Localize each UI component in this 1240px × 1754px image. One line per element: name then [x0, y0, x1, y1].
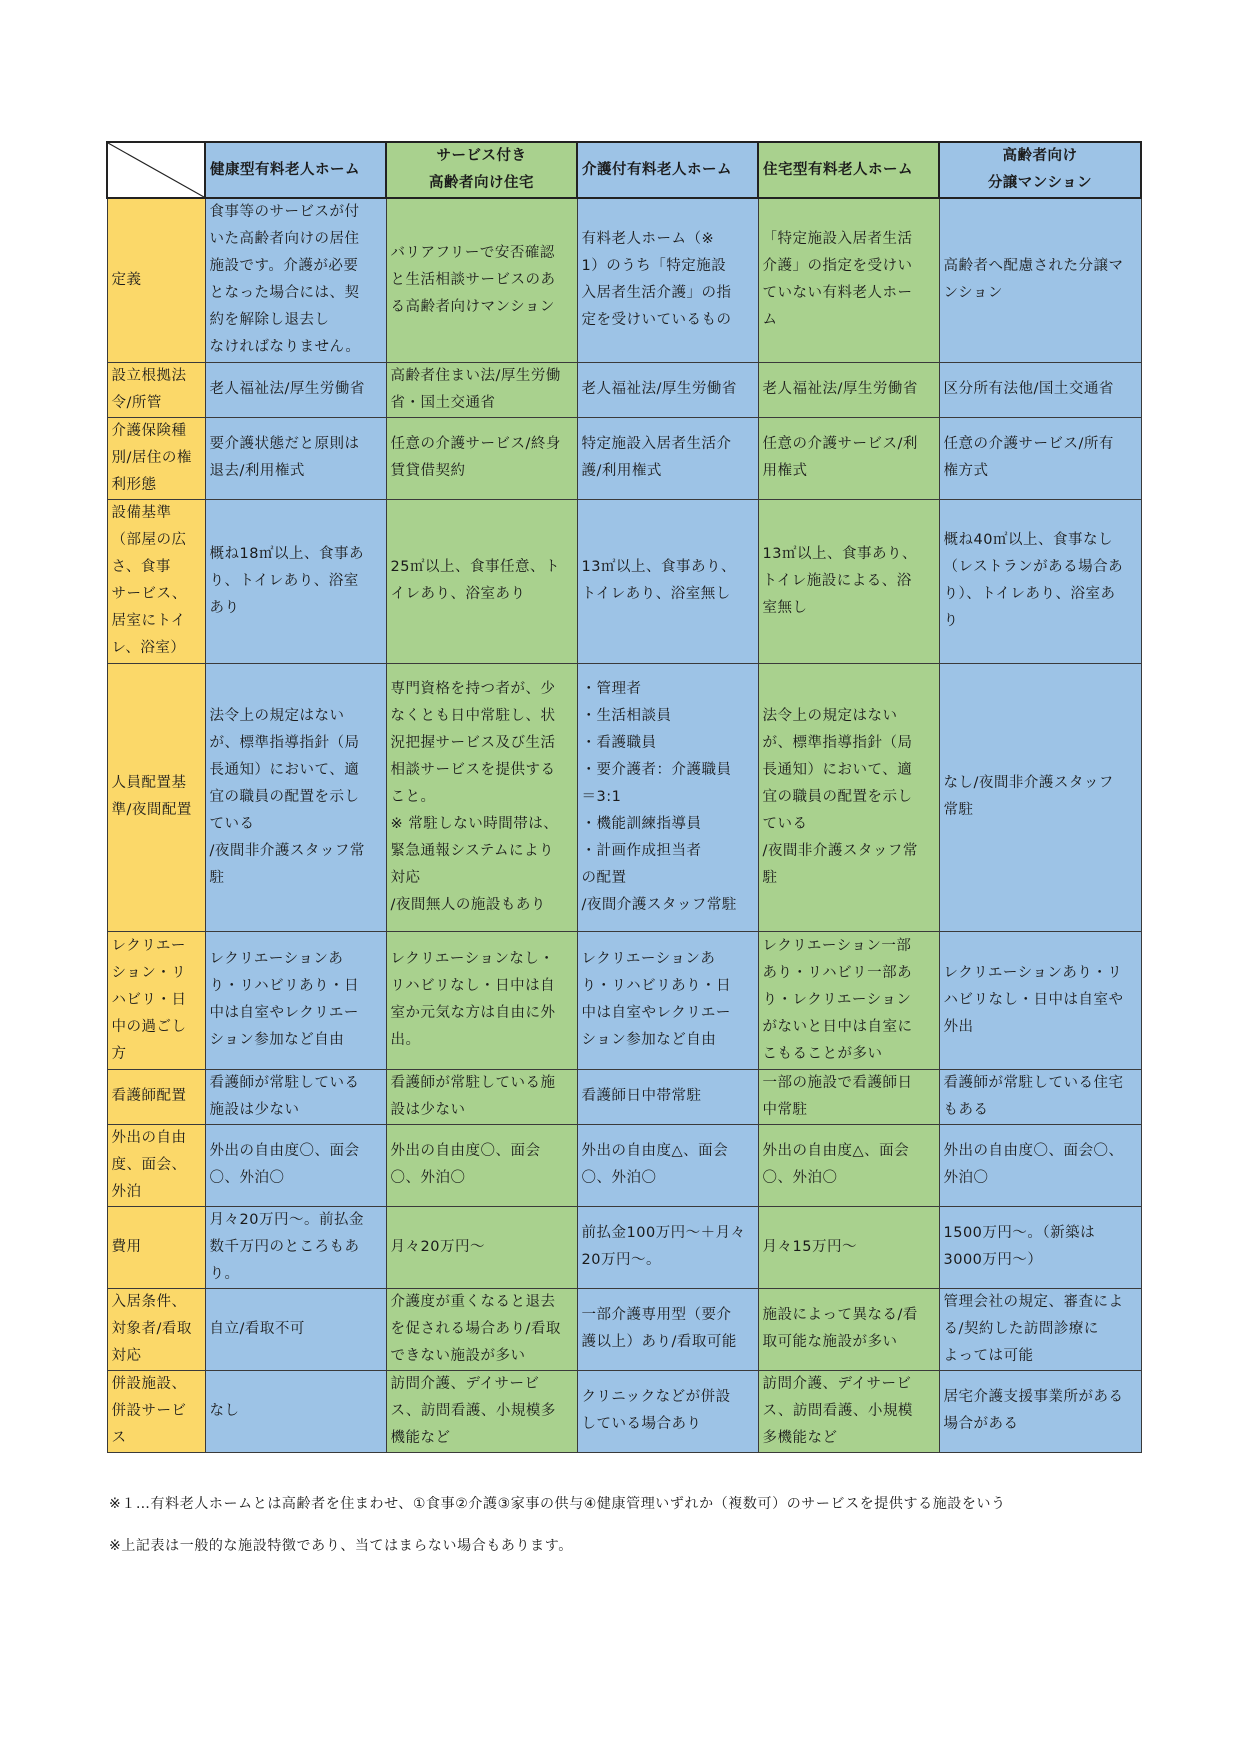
table-row: [107, 362, 1141, 417]
table-row: [107, 663, 1141, 931]
table-cell: 任意の介護サービス/所有 権方式: [939, 417, 1141, 499]
table-row: [107, 1288, 1141, 1370]
table-cell: 「特定施設入居者生活 介護」の指定を受けい ていない有料老人ホー ム: [758, 198, 939, 362]
column-header: 健康型有料老人ホーム: [205, 142, 386, 198]
table-cell: なし: [205, 1370, 386, 1452]
table-cell: 任意の介護サービス/終身 賃貸借契約: [386, 417, 577, 499]
footnote: ※１…有料老人ホームとは高齢者を住まわせ、①食事②介護③家事の供与④健康管理いずれか（複数可）のサービスを提供する施設をいう: [109, 1496, 1006, 1512]
table-cell: 訪問介護、デイサービ ス、訪問看護、小規模多 機能など: [386, 1370, 577, 1452]
row-label: 費用: [107, 1206, 205, 1288]
table-cell: 区分所有法他/国土交通省: [939, 362, 1141, 417]
table-cell: 25㎡以上、食事任意、ト イレあり、浴室あり: [386, 499, 577, 663]
table-row: [107, 1206, 1141, 1288]
table-cell: 介護度が重くなると退去 を促される場合あり/看取 できない施設が多い: [386, 1288, 577, 1370]
table-cell: 自立/看取不可: [205, 1288, 386, 1370]
table-row: [107, 1370, 1141, 1452]
table-cell: レクリエーションあり・リ ハビリなし・日中は自室や 外出: [939, 931, 1141, 1069]
table-cell: 看護師が常駐している住宅 もある: [939, 1069, 1141, 1124]
table-cell: 特定施設入居者生活介 護/利用権式: [577, 417, 758, 499]
table-cell: 専門資格を持つ者が、少 なくとも日中常駐し、状 況把握サービス及び生活 相談サービスを提供する こと。 ※ 常駐しない時間帯は、 緊急通報システムにより 対応 /夜間無人の施設もあり: [386, 663, 577, 931]
table-cell: 1500万円～。（新築は 3000万円～）: [939, 1206, 1141, 1288]
corner-cell: [107, 142, 205, 198]
table-cell: レクリエーションあ り・リハビリあり・日 中は自室やレクリエー ション参加など自由: [205, 931, 386, 1069]
table-cell: 食事等のサービスが付 いた高齢者向けの居住 施設です。介護が必要 となった場合には、契 約を解除し退去し なければなりません。: [205, 198, 386, 362]
table-cell: クリニックなどが併設 している場合あり: [577, 1370, 758, 1452]
table-cell: 外出の自由度〇、面会 〇、外泊〇: [205, 1124, 386, 1206]
table-cell: 外出の自由度〇、面会 〇、外泊〇: [386, 1124, 577, 1206]
table-row: [107, 931, 1141, 1069]
table-cell: 有料老人ホーム（※ 1）のうち「特定施設 入居者生活介護」の指 定を受けいているもの: [577, 198, 758, 362]
table-cell: 外出の自由度△、面会 〇、外泊〇: [577, 1124, 758, 1206]
row-label: 併設施設、 併設サービ ス: [107, 1370, 205, 1452]
row-label: 定義: [107, 198, 205, 362]
column-header: 高齢者向け 分譲マンション: [939, 142, 1141, 198]
table-cell: 老人福祉法/厚生労働省: [577, 362, 758, 417]
table-cell: 月々15万円～: [758, 1206, 939, 1288]
table-cell: 概ね40㎡以上、食事なし （レストランがある場合あ り）、トイレあり、浴室あ り: [939, 499, 1141, 663]
table-cell: 法令上の規定はない が、標準指導指針（局 長通知）において、適 宜の職員の配置を示し ている /夜間非介護スタッフ常 駐: [758, 663, 939, 931]
table-cell: 法令上の規定はない が、標準指導指針（局 長通知）において、適 宜の職員の配置を示し ている /夜間非介護スタッフ常 駐: [205, 663, 386, 931]
table-cell: 一部の施設で看護師日 中常駐: [758, 1069, 939, 1124]
table-row: [107, 499, 1141, 663]
table-cell: 前払金100万円～＋月々 20万円～。: [577, 1206, 758, 1288]
table-cell: なし/夜間非介護スタッフ 常駐: [939, 663, 1141, 931]
row-label: 入居条件、 対象者/看取 対応: [107, 1288, 205, 1370]
table-cell: 月々20万円～: [386, 1206, 577, 1288]
table-cell: バリアフリーで安否確認 と生活相談サービスのあ る高齢者向けマンション: [386, 198, 577, 362]
row-label: レクリエー ション・リ ハビリ・日 中の過ごし 方: [107, 931, 205, 1069]
table-cell: 老人福祉法/厚生労働省: [758, 362, 939, 417]
row-label: 介護保険種 別/居住の権 利形態: [107, 417, 205, 499]
table-cell: 看護師日中帯常駐: [577, 1069, 758, 1124]
table-row: [107, 417, 1141, 499]
table-row: [107, 1124, 1141, 1206]
table-cell: 訪問介護、デイサービ ス、訪問看護、小規模 多機能など: [758, 1370, 939, 1452]
table-cell: 概ね18㎡以上、食事あ り、トイレあり、浴室 あり: [205, 499, 386, 663]
table-cell: 13㎡以上、食事あり、 トイレあり、浴室無し: [577, 499, 758, 663]
row-label: 人員配置基 準/夜間配置: [107, 663, 205, 931]
table-cell: 居宅介護支援事業所がある 場合がある: [939, 1370, 1141, 1452]
diagonal-line-icon: [108, 143, 204, 197]
column-header: サービス付き 高齢者向け住宅: [386, 142, 577, 198]
table-cell: レクリエーションあ り・リハビリあり・日 中は自室やレクリエー ション参加など自由: [577, 931, 758, 1069]
table-cell: 一部介護専用型（要介 護以上）あり/看取可能: [577, 1288, 758, 1370]
row-label: 設備基準 （部屋の広 さ、食事 サービス、 居室にトイ レ、浴室）: [107, 499, 205, 663]
header-row: [107, 142, 1141, 198]
table-cell: 高齢者へ配慮された分譲マ ンション: [939, 198, 1141, 362]
table-cell: 管理会社の規定、審査によ る/契約した訪問診療に よっては可能: [939, 1288, 1141, 1370]
row-label: 看護師配置: [107, 1069, 205, 1124]
table-cell: 高齢者住まい法/厚生労働 省・国土交通省: [386, 362, 577, 417]
table-cell: 外出の自由度〇、面会〇、 外泊〇: [939, 1124, 1141, 1206]
table-cell: 施設によって異なる/看 取可能な施設が多い: [758, 1288, 939, 1370]
table-cell: レクリエーション一部 あり・リハビリ一部あ り・レクリエーション がないと日中は自室に こもることが多い: [758, 931, 939, 1069]
table-row: [107, 198, 1141, 362]
table-cell: 月々20万円～。前払金 数千万円のところもあ り。: [205, 1206, 386, 1288]
comparison-table: [106, 141, 1142, 1453]
column-header: 住宅型有料老人ホーム: [758, 142, 939, 198]
column-header: 介護付有料老人ホーム: [577, 142, 758, 198]
row-label: 外出の自由 度、面会、 外泊: [107, 1124, 205, 1206]
table-cell: 13㎡以上、食事あり、 トイレ施設による、浴 室無し: [758, 499, 939, 663]
table-cell: 外出の自由度△、面会 〇、外泊〇: [758, 1124, 939, 1206]
table-cell: 看護師が常駐している施 設は少ない: [386, 1069, 577, 1124]
table-cell: 老人福祉法/厚生労働省: [205, 362, 386, 417]
row-label: 設立根拠法 令/所管: [107, 362, 205, 417]
footnote: ※上記表は一般的な施設特徴であり、当てはまらない場合もあります。: [109, 1538, 573, 1554]
table-cell: レクリエーションなし・ リハビリなし・日中は自 室か元気な方は自由に外 出。: [386, 931, 577, 1069]
table-cell: 任意の介護サービス/利 用権式: [758, 417, 939, 499]
table-row: [107, 1069, 1141, 1124]
table-cell: 看護師が常駐している 施設は少ない: [205, 1069, 386, 1124]
table-cell: 要介護状態だと原則は 退去/利用権式: [205, 417, 386, 499]
table-cell: ・管理者 ・生活相談員 ・看護職員 ・要介護者：介護職員 ＝3:1 ・機能訓練指導員 ・計画作成担当者 の配置 /夜間介護スタッフ常駐: [577, 663, 758, 931]
